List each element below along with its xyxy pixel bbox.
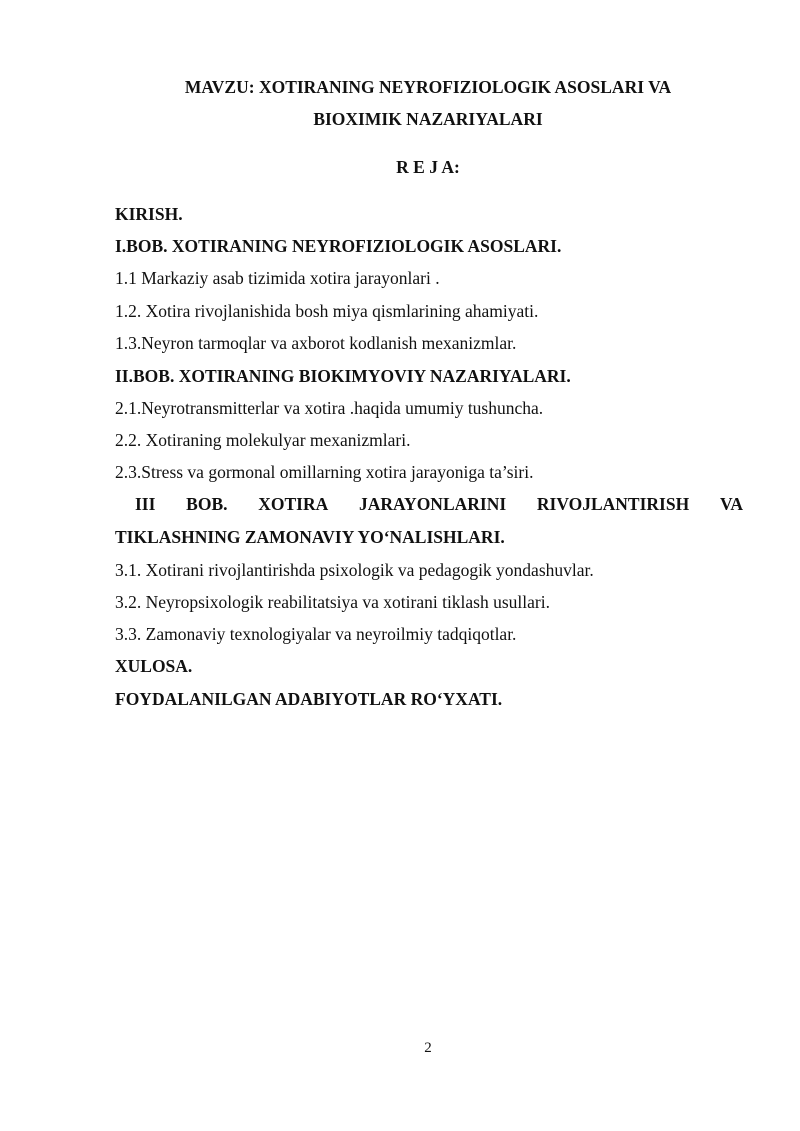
toc-section-3-1: 3.1. Xotirani rivojlantirishda psixologik va pedagogik yondashuvlar.: [115, 560, 594, 580]
chapter-3-word: VA: [719, 494, 743, 514]
toc-section-3-3: 3.3. Zamonaviy texnologiyalar va neyroilmiy tadqiqotlar.: [115, 624, 517, 644]
toc-section-1-1: 1.1 Markaziy asab tizimida xotira jarayonlari .: [115, 268, 440, 288]
chapter-3-word: XOTIRA: [258, 494, 329, 514]
plan-heading: R E J A:: [396, 157, 460, 177]
toc-references: FOYDALANILGAN ADABIYOTLAR RO‘YXATI.: [115, 689, 503, 709]
title-line-2: BIOXIMIK NAZARIYALARI: [313, 109, 543, 129]
toc-section-3-2: 3.2. Neyropsixologik reabilitatsiya va xotirani tiklash usullari.: [115, 592, 550, 612]
chapter-3-word: RIVOJLANTIRISH: [536, 494, 690, 514]
chapter-3-word: JARAYONLARINI: [359, 494, 507, 514]
chapter-3-word: III: [135, 494, 156, 514]
toc-chapter-3-line-1: [115, 494, 743, 515]
toc-conclusion: XULOSA.: [115, 656, 193, 676]
toc-chapter-1: I.BOB. XOTIRANING NEYROFIZIOLOGIK ASOSLARI.: [115, 236, 562, 256]
toc-chapter-2: II.BOB. XOTIRANING BIOKIMYOVIY NAZARIYALARI.: [115, 366, 571, 386]
toc-section-2-2: 2.2. Xotiraning molekulyar mexanizmlari.: [115, 430, 411, 450]
page-number: 2: [424, 1040, 432, 1056]
toc-chapter-3-line-2: TIKLASHNING ZAMONAVIY YO‘NALISHLARI.: [115, 527, 505, 547]
title-line-1: MAVZU: XOTIRANING NEYROFIZIOLOGIK ASOSLARI VA: [184, 77, 672, 97]
toc-intro: KIRISH.: [115, 204, 183, 224]
toc-section-1-2: 1.2. Xotira rivojlanishida bosh miya qismlarining ahamiyati.: [115, 301, 539, 321]
chapter-3-word: BOB.: [186, 494, 228, 514]
toc-section-2-1: 2.1.Neyrotransmitterlar va xotira .haqida umumiy tushuncha.: [115, 398, 544, 418]
toc-section-1-3: 1.3.Neyron tarmoqlar va axborot kodlanish mexanizmlar.: [115, 333, 517, 353]
toc-section-2-3: 2.3.Stress va gormonal omillarning xotira jarayoniga ta’siri.: [115, 462, 534, 482]
